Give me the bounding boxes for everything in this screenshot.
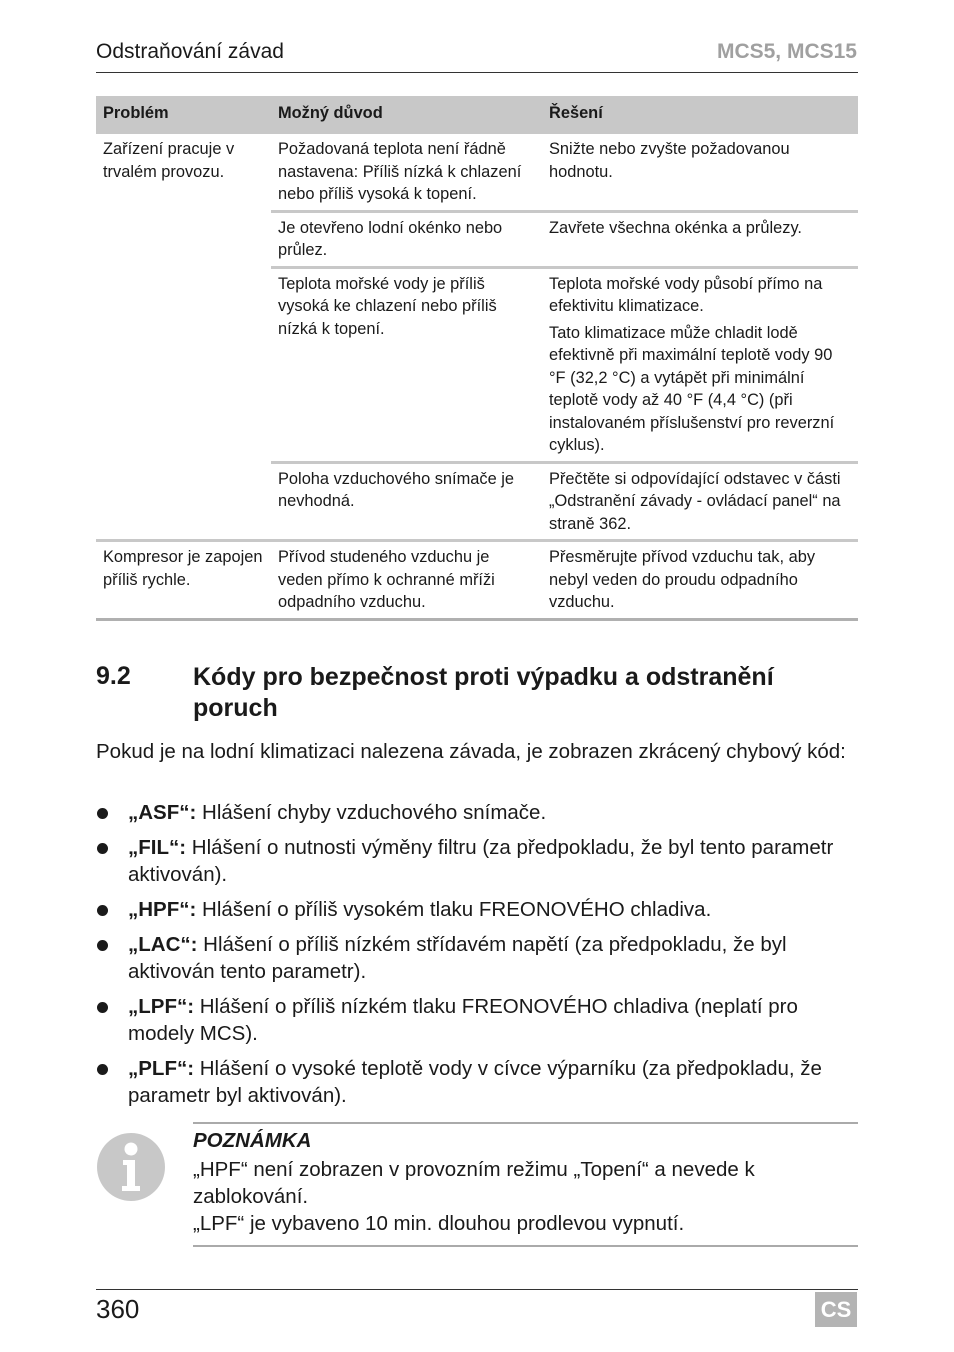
error-description: Hlášení o příliš vysokém tlaku FREONOVÉHO chladiva. — [202, 898, 712, 921]
solution-text: Snižte nebo zvyšte požadovanou hodnotu. — [549, 140, 790, 181]
table-row — [96, 541, 858, 620]
problem-cell: Zařízení pracuje v trvalém provozu. — [96, 134, 271, 541]
solution-cell — [542, 541, 858, 620]
cause-cell: Požadovaná teplota není řádně nastavena: Příliš nízká k chlazení nebo příliš vysoká k topení. — [271, 134, 542, 211]
bullet-icon — [97, 808, 108, 819]
troubleshooting-table — [96, 96, 858, 621]
list-item — [96, 993, 858, 1047]
solution-text: Zavřete všechna okénka a průlezy. — [549, 218, 802, 237]
intro-paragraph: Pokud je na lodní klimatizaci nalezena závada, je zobrazen zkrácený chybový kód: — [96, 740, 846, 763]
error-description: Hlášení o vysoké teplotě vody v cívce výparníku (za předpokladu, že parametr byl aktivován). — [128, 1057, 822, 1107]
table-row — [96, 134, 858, 211]
column-header-solution: Řešení — [542, 96, 858, 134]
table-header-row — [96, 96, 858, 134]
list-item — [96, 834, 858, 888]
section-number: 9.2 — [96, 662, 131, 690]
bullet-icon — [97, 940, 108, 951]
page-number: 360 — [96, 1294, 140, 1324]
bullet-icon — [97, 1002, 108, 1013]
cause-cell: Přívod studeného vzduchu je veden přímo k ochranné mříži odpadního vzduchu. — [271, 541, 542, 620]
running-header-model: MCS5, MCS15 — [716, 40, 857, 63]
solution-cell — [542, 134, 858, 211]
solution-text: Přesměrujte přívod vzduchu tak, aby nebyl veden do proudu odpadního vzduchu. — [549, 548, 816, 611]
header-rule — [96, 72, 858, 73]
solution-cell — [542, 462, 858, 541]
solution-text: Přečtěte si odpovídající odstavec v části „Odstranění závady - ovládací panel“ na straně 362. — [549, 469, 841, 533]
problem-cell: Kompresor je zapojen příliš rychle. — [96, 541, 271, 620]
solution-cell — [542, 267, 858, 462]
solution-text: Teplota mořské vody působí přímo na efektivitu klimatizace. — [549, 274, 823, 315]
error-code: „LPF“: — [128, 995, 195, 1018]
note-heading: POZNÁMKA — [193, 1129, 312, 1152]
note-top-rule — [193, 1122, 858, 1124]
error-code-list — [96, 799, 858, 1117]
cause-cell: Poloha vzduchového snímače je nevhodná. — [271, 462, 542, 541]
solution-cell — [542, 211, 858, 267]
footer-rule — [96, 1289, 858, 1290]
running-header-title: Odstraňování závad — [96, 40, 284, 63]
error-description: Hlášení chyby vzduchového snímače. — [202, 801, 547, 824]
note-body — [193, 1156, 833, 1237]
bullet-icon — [97, 1064, 108, 1075]
column-header-cause: Možný důvod — [271, 96, 542, 134]
list-item — [96, 1055, 858, 1109]
section-heading: Kódy pro bezpečnost proti výpadku a odstranění poruch — [193, 663, 774, 722]
note-text: „HPF“ není zobrazen v provozním režimu „Topení“ a nevede k zablokování. — [193, 1158, 755, 1208]
solution-text: Tato klimatizace může chladit lodě efektivně při maximální teplotě vody 90 °F (32,2 °C) a vytápět při minimální teplotě vody až 40 °F (4,4 °C) (při instalovaném příslušenství pro reverzní cyklus). — [549, 323, 835, 454]
note-text: „LPF“ je vybaveno 10 min. dlouhou prodlevou vypnutí. — [193, 1212, 685, 1235]
cause-cell: Teplota mořské vody je příliš vysoká ke chlazení nebo příliš nízká k topení. — [271, 267, 542, 462]
error-code: „HPF“: — [128, 898, 197, 921]
info-icon — [96, 1132, 166, 1202]
list-item — [96, 931, 858, 985]
error-code: „ASF“: — [128, 801, 197, 824]
bullet-icon — [97, 905, 108, 916]
list-item — [96, 896, 858, 923]
cause-cell: Je otevřeno lodní okénko nebo průlez. — [271, 211, 542, 267]
error-description: Hlášení o nutnosti výměny filtru (za předpokladu, že byl tento parametr aktivován). — [128, 836, 834, 886]
list-item — [96, 799, 858, 826]
error-code: „LAC“: — [128, 933, 198, 956]
note-bottom-rule — [193, 1245, 858, 1247]
error-description: Hlášení o příliš nízkém střídavém napětí (za předpokladu, že byl aktivován tento parametr). — [128, 933, 787, 983]
error-description: Hlášení o příliš nízkém tlaku FREONOVÉHO chladiva (neplatí pro modely MCS). — [128, 995, 798, 1045]
bullet-icon — [97, 843, 108, 854]
column-header-problem: Problém — [96, 96, 271, 134]
error-code: „PLF“: — [128, 1057, 195, 1080]
language-badge: CS — [815, 1292, 857, 1327]
error-code: „FIL“: — [128, 836, 187, 859]
